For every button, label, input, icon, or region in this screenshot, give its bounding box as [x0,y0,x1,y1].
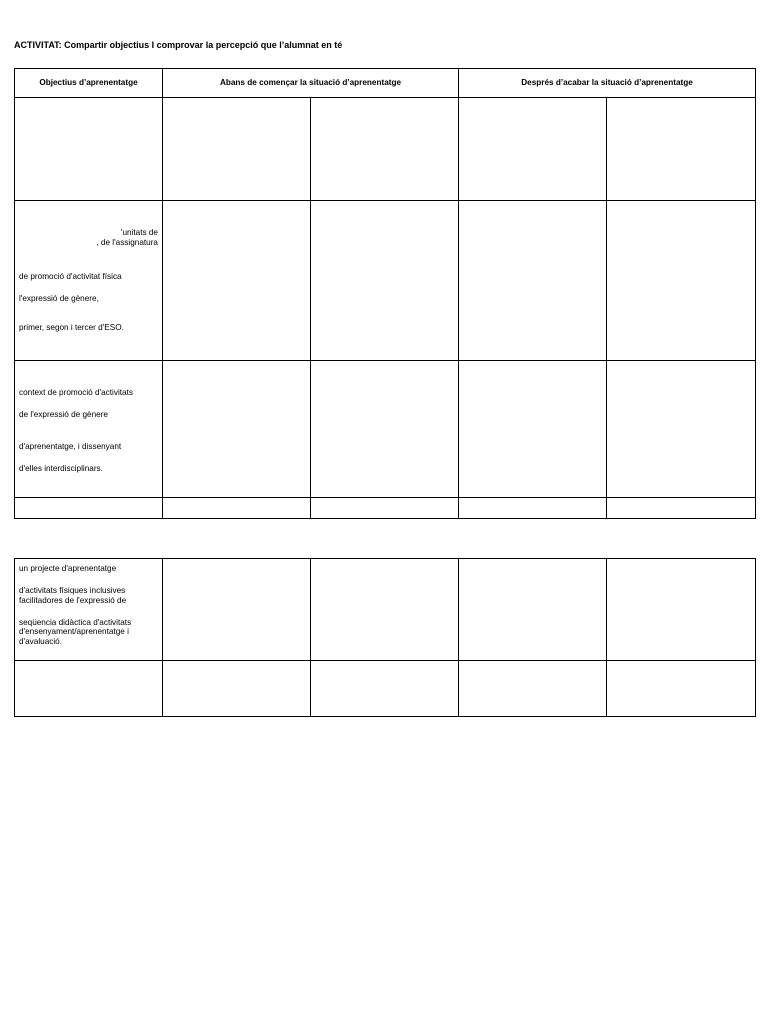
objective-line: d'ensenyament/aprenentatge i [19,627,129,637]
before-cell-b[interactable] [311,661,459,717]
objective-line: de promoció d'activitat física [19,271,122,281]
before-cell-a[interactable] [163,201,311,361]
table-row [15,201,756,361]
objective-cell [15,98,163,201]
objective-line: seqüencia didàctica d'activitats [19,617,132,627]
table-row [15,661,756,717]
objective-line: d'activitats físiques inclusives [19,585,126,595]
objective-line: 'unitats de [120,228,158,237]
after-cell-a[interactable] [459,201,607,361]
table-row [15,559,756,661]
after-cell-b[interactable] [607,98,756,201]
objectives-table [14,68,756,519]
before-cell-a[interactable] [163,661,311,717]
table-row [15,498,756,519]
before-cell-b[interactable] [311,559,459,661]
objectives-table-continued [14,558,756,717]
page-title: ACTIVITAT: Compartir objectius I comprovar la percepció que l’alumnat en té [14,40,343,50]
before-cell-a[interactable] [163,98,311,201]
objective-cell [15,498,163,519]
after-cell-a[interactable] [459,98,607,201]
objective-cell [15,201,163,361]
table-header-row [15,69,756,98]
header-objectives: Objectius d’aprenentatge [15,69,163,98]
objective-line: l'expressió de gènere, [19,293,99,303]
after-cell-b[interactable] [607,498,756,519]
objective-line: primer, segon i tercer d'ESO. [19,323,124,333]
before-cell-b[interactable] [311,201,459,361]
after-cell-a[interactable] [459,661,607,717]
after-cell-a[interactable] [459,498,607,519]
after-cell-b[interactable] [607,559,756,661]
objective-line: d'avaluació. [19,637,62,647]
objective-cell [15,559,163,661]
before-cell-b[interactable] [311,361,459,498]
objective-line: context de promoció d'activitats [19,388,133,397]
table-row [15,361,756,498]
objective-line: , de l'assignatura [96,237,158,247]
before-cell-a[interactable] [163,559,311,661]
after-cell-b[interactable] [607,361,756,498]
objective-line: de l'expressió de gènere [19,409,108,419]
objective-line: d'aprenentatge, i dissenyant [19,441,122,451]
before-cell-b[interactable] [311,498,459,519]
before-cell-b[interactable] [311,98,459,201]
objective-line: d'elles interdisciplinars. [19,463,103,473]
table-row [15,98,756,201]
objective-line: un projecte d'aprenentatge [19,564,117,573]
header-after: Després d’acabar la situació d’aprenentatge [459,69,756,98]
after-cell-a[interactable] [459,361,607,498]
after-cell-a[interactable] [459,559,607,661]
header-before: Abans de començar la situació d’aprenentatge [163,69,459,98]
after-cell-b[interactable] [607,201,756,361]
objective-cell [15,661,163,717]
objective-cell [15,361,163,498]
before-cell-a[interactable] [163,498,311,519]
objective-line: facilitadores de l'expressió de [19,595,127,605]
before-cell-a[interactable] [163,361,311,498]
after-cell-b[interactable] [607,661,756,717]
